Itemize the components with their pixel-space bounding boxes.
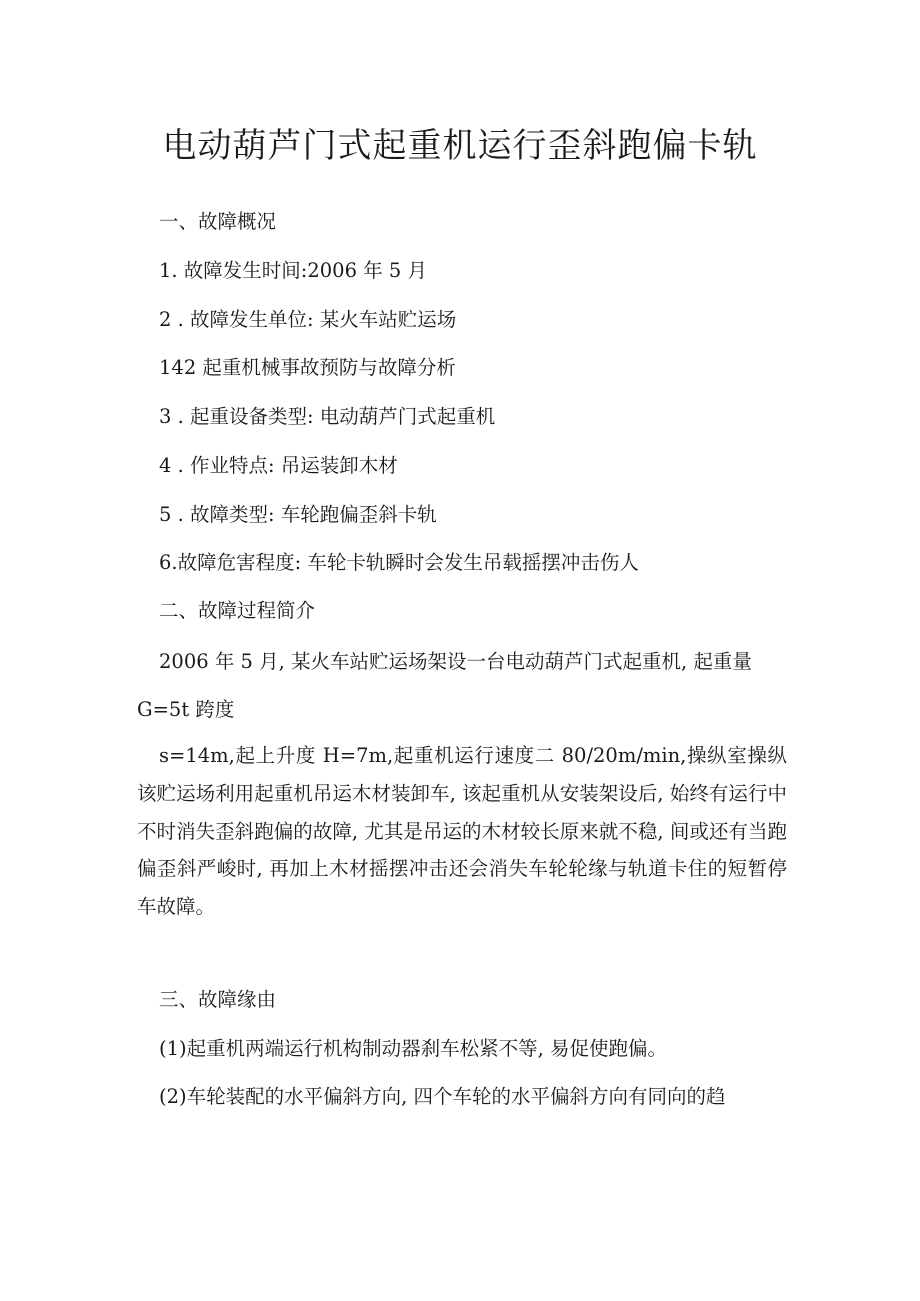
- list-item-equipment: 3 . 起重设备类型: 电动葫芦门式起重机: [159, 405, 496, 428]
- list-item-time: 1. 故障发生时间:2006 年 5 月: [159, 259, 428, 282]
- cause-item-2: (2)车轮装配的水平偏斜方向, 四个车轮的水平偏斜方向有同向的趋: [159, 1085, 726, 1108]
- list-item-hazard: 6.故障危害程度: 车轮卡轨瞬时会发生吊载摇摆冲击伤人: [159, 551, 639, 574]
- list-item-features: 4 . 作业特点: 吊运装卸木材: [159, 454, 398, 477]
- list-item-type: 5 . 故障类型: 车轮跑偏歪斜卡轨: [159, 503, 437, 526]
- cause-item-1: (1)起重机两端运行机构制动器刹车松紧不等, 易促使跑偏。: [159, 1037, 668, 1060]
- document-title: 电动葫芦门式起重机运行歪斜跑偏卡轨: [162, 126, 758, 166]
- running-header: 142 起重机械事故预防与故障分析: [159, 356, 456, 379]
- paragraph-process: s=14m,起上升度 H=7m,起重机运行速度二 80/20m/min,操纵室操纵该贮运场利用起重机吊运木材装卸车, 该起重机从安装架设后, 始终有运行中不时消失歪斜跑偏的故障, 尤其是吊运的木材较长原来就不稳, 间或还有当跑偏歪斜严峻时, 再加上木材摇摆冲击还会消失车轮轮缘与轨道卡住的短暂停车故障。: [137, 744, 787, 919]
- section-heading-process: 二、故障过程简介: [159, 599, 316, 622]
- list-item-unit: 2 . 故障发生单位: 某火车站贮运场: [159, 308, 457, 331]
- paragraph-line: 2006 年 5 月, 某火车站贮运场架设一台电动葫芦门式起重机, 起重量: [159, 650, 752, 673]
- section-heading-overview: 一、故障概况: [159, 210, 277, 233]
- paragraph-line: G=5t 跨度: [137, 698, 235, 721]
- section-heading-causes: 三、故障缘由: [159, 988, 277, 1011]
